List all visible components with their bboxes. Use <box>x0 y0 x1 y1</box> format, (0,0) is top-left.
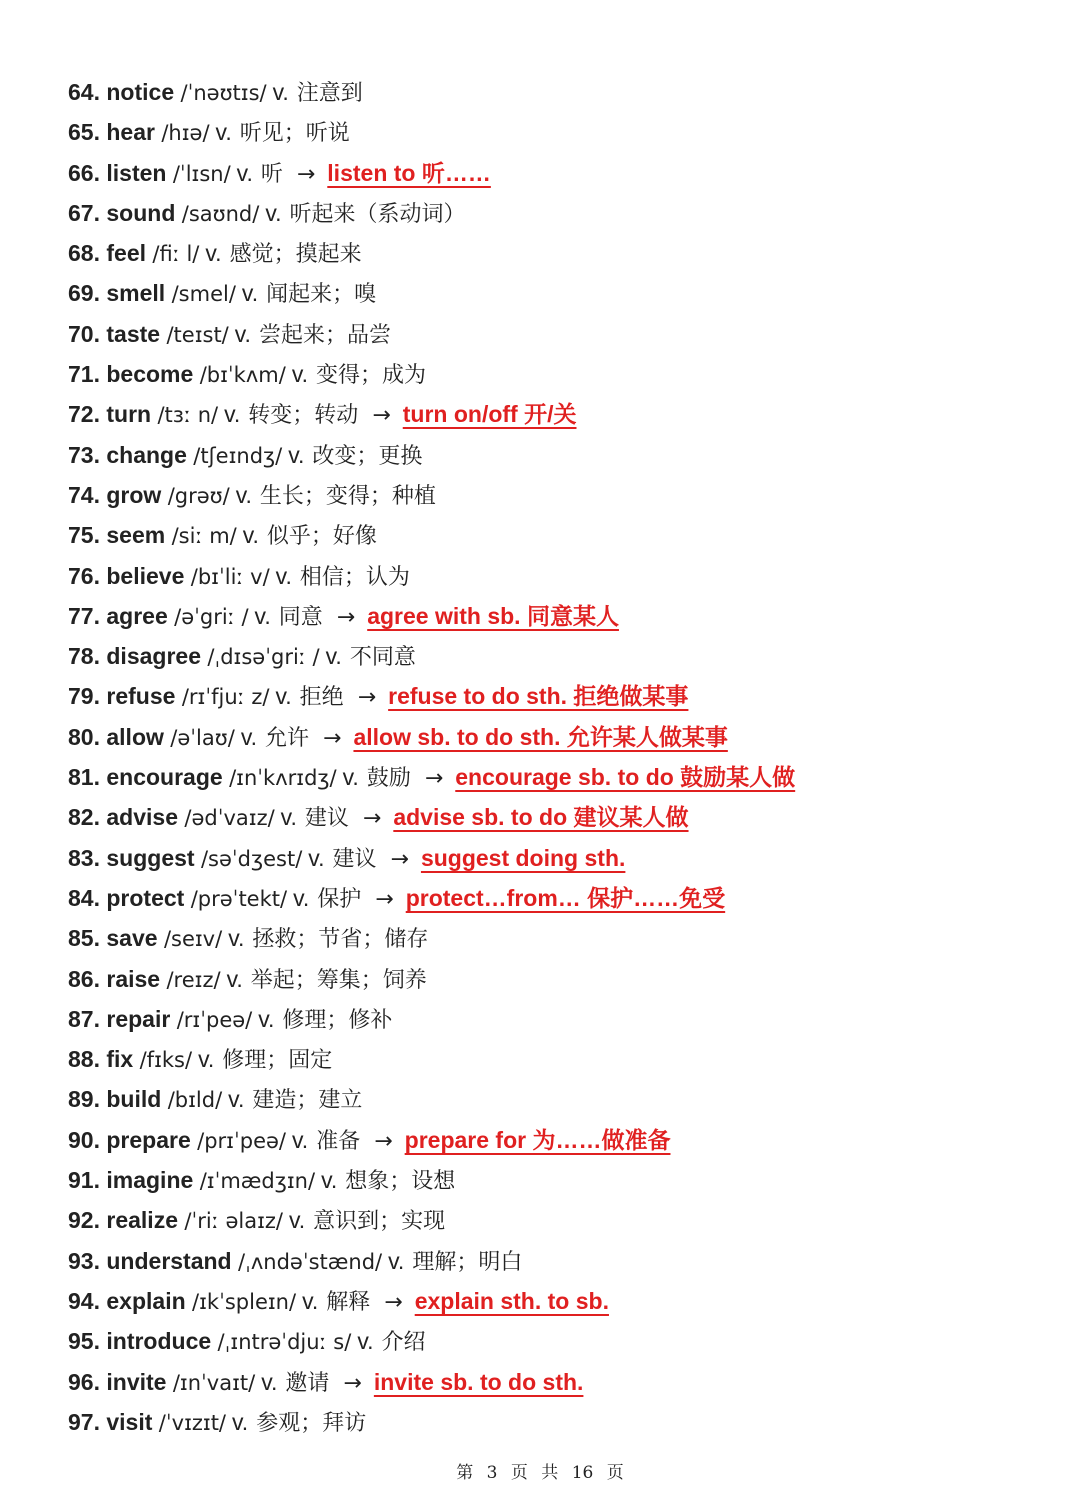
entry-part-of-speech: v. <box>228 925 245 952</box>
entry-phonetic: /siː m/ <box>171 524 237 549</box>
entry-part-of-speech: v. <box>261 1368 278 1395</box>
arrow-icon: → <box>357 685 377 711</box>
vocab-entry <box>68 1362 1058 1402</box>
entry-number: 92. <box>68 1207 100 1234</box>
entry-meaning: 想象；设想 <box>345 1169 456 1195</box>
entry-word: understand <box>106 1247 232 1274</box>
entry-meaning: 听 <box>260 161 283 187</box>
entry-meaning: 闻起来；嗅 <box>266 282 377 308</box>
vocab-entry <box>68 1281 1058 1321</box>
arrow-icon: → <box>384 1289 403 1315</box>
entry-phonetic: /saʊnd/ <box>181 201 260 226</box>
vocabulary-list <box>68 72 1058 1442</box>
entry-word: seem <box>106 522 166 549</box>
entry-phonetic: /ˈnəʊtɪs/ <box>180 81 267 105</box>
entry-part-of-speech: v. <box>325 643 342 670</box>
entry-meaning: 参观；拜访 <box>256 1410 367 1436</box>
entry-word: protect <box>106 884 185 911</box>
entry-number: 84. <box>68 884 100 911</box>
vocab-entry <box>68 112 1058 152</box>
vocab-entry <box>68 1402 1058 1442</box>
entry-meaning: 变得；成为 <box>316 363 427 389</box>
vocab-entry <box>68 394 1058 434</box>
vocab-entry <box>68 1160 1058 1200</box>
entry-word: prepare <box>106 1126 191 1153</box>
vocab-entry <box>68 273 1058 313</box>
arrow-icon: → <box>343 1370 362 1396</box>
entry-meaning: 鼓励 <box>366 766 411 792</box>
vocab-entry <box>68 676 1058 716</box>
entry-number: 76. <box>68 562 100 589</box>
vocab-entry <box>68 314 1058 354</box>
arrow-icon: → <box>374 1128 393 1154</box>
entry-part-of-speech: v. <box>241 280 259 307</box>
entry-number: 72. <box>68 401 100 428</box>
entry-meaning: 似乎；好像 <box>266 524 377 550</box>
entry-word: listen <box>106 159 167 186</box>
vocab-entry <box>68 515 1058 555</box>
entry-part-of-speech: v. <box>280 804 297 831</box>
entry-phrase: agree with sb. 同意某人 <box>367 602 619 629</box>
vocab-entry <box>68 1321 1058 1361</box>
entry-part-of-speech: v. <box>242 522 259 549</box>
entry-part-of-speech: v. <box>224 401 241 428</box>
entry-number: 75. <box>68 522 100 549</box>
entry-phrase: allow sb. to do sth. 允许某人做某事 <box>353 723 728 750</box>
entry-phonetic: /səˈdʒest/ <box>200 846 303 871</box>
entry-phonetic: /smel/ <box>171 282 236 307</box>
arrow-icon: → <box>375 886 394 912</box>
entry-phrase: protect…from… 保护……免受 <box>405 884 726 911</box>
entry-word: suggest <box>106 844 195 871</box>
entry-meaning: 不同意 <box>349 645 416 671</box>
entry-word: raise <box>106 965 161 992</box>
entry-phonetic: /ˌɪntrəˈdjuː s/ <box>217 1330 352 1355</box>
entry-meaning: 意识到；实现 <box>313 1209 446 1235</box>
entry-number: 68. <box>68 240 100 267</box>
entry-meaning: 介绍 <box>381 1330 426 1356</box>
entry-part-of-speech: v. <box>240 723 257 750</box>
entry-part-of-speech: v. <box>388 1247 405 1274</box>
entry-meaning: 改变；更换 <box>312 443 423 469</box>
entry-phrase: turn on/off 开/关 <box>402 401 577 428</box>
entry-part-of-speech: v. <box>215 119 232 146</box>
entry-phonetic: /əˈgriː / <box>174 604 249 629</box>
entry-number: 71. <box>68 361 100 388</box>
entry-word: feel <box>106 240 147 267</box>
vocab-entry <box>68 636 1058 676</box>
entry-phonetic: /reɪz/ <box>166 967 221 992</box>
entry-part-of-speech: v. <box>275 683 292 710</box>
entry-phonetic: /ɪnˈvaɪt/ <box>172 1370 256 1395</box>
vocab-entry <box>68 596 1058 636</box>
entry-meaning: 举起；筹集；饲养 <box>250 967 427 993</box>
entry-word: repair <box>106 1005 171 1032</box>
vocab-entry <box>68 153 1058 193</box>
entry-phonetic: /bɪˈkʌm/ <box>199 363 286 388</box>
entry-word: realize <box>106 1207 178 1234</box>
entry-word: encourage <box>106 764 223 791</box>
vocab-entry <box>68 918 1058 958</box>
entry-meaning: 保护 <box>317 886 362 912</box>
entry-word: introduce <box>106 1328 212 1355</box>
entry-part-of-speech: v. <box>232 1408 249 1435</box>
entry-part-of-speech: v. <box>291 361 308 388</box>
entry-phrase: listen to 听…… <box>327 159 491 186</box>
entry-word: refuse <box>106 683 176 710</box>
entry-phonetic: /seɪv/ <box>163 927 223 952</box>
entry-word: grow <box>106 481 162 508</box>
entry-phonetic: /ɪˈmædʒɪn/ <box>199 1169 316 1194</box>
entry-word: agree <box>106 602 168 629</box>
entry-part-of-speech: v. <box>254 602 271 629</box>
entry-phonetic: /teɪst/ <box>166 322 229 347</box>
vocab-entry <box>68 72 1058 112</box>
footer-total-pages: 16 <box>571 1463 594 1483</box>
entry-word: allow <box>106 723 164 750</box>
entry-phonetic: /rɪˈfjuː z/ <box>181 685 270 710</box>
entry-meaning: 注意到 <box>296 81 363 106</box>
vocab-entry <box>68 797 1058 837</box>
entry-part-of-speech: v. <box>265 199 282 226</box>
entry-phonetic: /tʃeɪndʒ/ <box>193 443 283 468</box>
entry-part-of-speech: v. <box>288 441 305 468</box>
arrow-icon: → <box>424 766 444 792</box>
vocab-entry <box>68 999 1058 1039</box>
entry-phonetic: /bɪˈliː v/ <box>190 564 270 589</box>
entry-phrase: refuse to do sth. 拒绝做某事 <box>388 683 689 710</box>
arrow-icon: → <box>296 161 316 187</box>
vocab-entry <box>68 878 1058 918</box>
entry-phonetic: /prəˈtekt/ <box>190 886 288 911</box>
entry-number: 93. <box>68 1247 100 1274</box>
footer-total-label: 共 <box>541 1463 559 1483</box>
entry-number: 80. <box>68 723 100 750</box>
entry-meaning: 理解；明白 <box>412 1249 523 1275</box>
page-footer <box>0 1458 1080 1483</box>
entry-phrase: suggest doing sth. <box>420 844 626 871</box>
entry-number: 86. <box>68 965 100 992</box>
entry-number: 69. <box>68 280 100 307</box>
vocab-entry <box>68 1079 1058 1119</box>
entry-meaning: 允许 <box>265 725 310 751</box>
entry-number: 74. <box>68 481 100 508</box>
entry-number: 79. <box>68 683 100 710</box>
vocab-entry <box>68 1241 1058 1281</box>
entry-word: save <box>106 925 158 952</box>
entry-phonetic: /rɪˈpeə/ <box>176 1007 253 1032</box>
entry-phrase: encourage sb. to do 鼓励某人做 <box>455 764 796 791</box>
entry-number: 65. <box>68 119 100 146</box>
entry-meaning: 建议 <box>332 846 377 872</box>
entry-phrase: invite sb. to do sth. <box>373 1368 584 1395</box>
entry-meaning: 准备 <box>316 1128 361 1154</box>
footer-page-number: 3 <box>486 1463 498 1483</box>
entry-meaning: 尝起来；品尝 <box>258 322 391 348</box>
vocab-entry <box>68 1039 1058 1079</box>
entry-word: smell <box>106 280 166 307</box>
arrow-icon: → <box>372 403 391 429</box>
entry-meaning: 同意 <box>278 604 323 630</box>
entry-number: 87. <box>68 1005 100 1032</box>
entry-word: turn <box>106 401 152 428</box>
entry-meaning: 邀请 <box>285 1370 330 1396</box>
entry-meaning: 解释 <box>326 1289 371 1315</box>
vocab-entry <box>68 1200 1058 1240</box>
vocab-entry <box>68 1120 1058 1160</box>
entry-word: change <box>106 441 187 468</box>
entry-phrase: advise sb. to do 建议某人做 <box>393 804 689 831</box>
entry-meaning: 感觉；摸起来 <box>229 242 362 268</box>
entry-part-of-speech: v. <box>292 1126 309 1153</box>
vocab-entry <box>68 354 1058 394</box>
entry-number: 94. <box>68 1287 100 1314</box>
entry-meaning: 建造；建立 <box>252 1088 363 1114</box>
entry-part-of-speech: v. <box>272 79 289 105</box>
entry-part-of-speech: v. <box>293 884 310 911</box>
entry-word: become <box>106 361 194 388</box>
entry-phonetic: /tɜː n/ <box>157 403 219 428</box>
vocab-entry <box>68 959 1058 999</box>
entry-phonetic: /bɪld/ <box>167 1088 223 1113</box>
entry-number: 96. <box>68 1368 100 1395</box>
entry-number: 66. <box>68 159 100 186</box>
entry-meaning: 拒绝 <box>299 685 344 711</box>
entry-number: 64. <box>68 79 100 105</box>
entry-number: 77. <box>68 602 100 629</box>
entry-part-of-speech: v. <box>275 562 292 589</box>
entry-part-of-speech: v. <box>205 240 222 267</box>
entry-meaning: 听见；听说 <box>239 121 350 147</box>
entry-phonetic: /fiː l/ <box>152 242 200 267</box>
entry-phonetic: /ˈriː əlaɪz/ <box>184 1209 283 1234</box>
entry-meaning: 转变；转动 <box>248 403 359 429</box>
arrow-icon: → <box>390 846 409 872</box>
arrow-icon: → <box>323 725 342 751</box>
entry-word: sound <box>106 199 176 226</box>
entry-number: 95. <box>68 1328 100 1355</box>
entry-part-of-speech: v. <box>228 1086 245 1113</box>
entry-phonetic: /ˈlɪsn/ <box>172 161 231 186</box>
entry-part-of-speech: v. <box>342 764 359 791</box>
entry-word: disagree <box>106 643 201 670</box>
entry-word: notice <box>106 79 175 105</box>
entry-part-of-speech: v. <box>198 1046 215 1073</box>
entry-meaning: 修理；固定 <box>222 1048 333 1074</box>
entry-number: 97. <box>68 1408 100 1435</box>
vocab-entry <box>68 556 1058 596</box>
entry-phonetic: /hɪə/ <box>161 121 210 146</box>
entry-part-of-speech: v. <box>357 1328 374 1355</box>
entry-number: 78. <box>68 643 100 670</box>
entry-word: visit <box>106 1408 153 1435</box>
entry-phonetic: /ɪkˈspleɪn/ <box>192 1289 297 1314</box>
entry-word: fix <box>106 1046 134 1073</box>
entry-meaning: 生长；变得；种植 <box>259 483 436 509</box>
entry-part-of-speech: v. <box>302 1287 319 1314</box>
vocab-entry <box>68 435 1058 475</box>
entry-part-of-speech: v. <box>288 1207 306 1234</box>
entry-phrase: explain sth. to sb. <box>414 1287 609 1314</box>
entry-word: imagine <box>106 1167 194 1194</box>
entry-number: 88. <box>68 1046 100 1073</box>
entry-word: advise <box>106 804 178 831</box>
entry-word: invite <box>106 1368 167 1395</box>
footer-page-unit: 页 <box>510 1463 528 1483</box>
entry-meaning: 听起来（系动词） <box>289 201 466 227</box>
entry-number: 90. <box>68 1126 100 1153</box>
entry-meaning: 修理；修补 <box>282 1007 393 1033</box>
entry-part-of-speech: v. <box>234 320 251 347</box>
entry-phonetic: /grəʊ/ <box>167 483 230 508</box>
vocab-entry <box>68 717 1058 757</box>
entry-word: hear <box>106 119 155 146</box>
entry-phrase: prepare for 为……做准备 <box>404 1126 671 1153</box>
entry-meaning: 拯救；节省；储存 <box>252 927 429 953</box>
entry-phonetic: /ˌʌndəˈstænd/ <box>238 1249 383 1274</box>
vocab-entry <box>68 233 1058 273</box>
entry-number: 83. <box>68 844 100 871</box>
entry-phonetic: /ˈvɪzɪt/ <box>158 1410 227 1435</box>
entry-number: 70. <box>68 320 100 347</box>
entry-meaning: 相信；认为 <box>299 564 410 590</box>
arrow-icon: → <box>336 604 356 630</box>
footer-total-unit: 页 <box>606 1463 624 1483</box>
entry-word: taste <box>106 320 161 347</box>
entry-word: explain <box>106 1287 186 1314</box>
entry-word: believe <box>106 562 185 589</box>
vocab-entry <box>68 838 1058 878</box>
entry-part-of-speech: v. <box>226 965 243 992</box>
entry-part-of-speech: v. <box>308 844 325 871</box>
entry-phonetic: /ɪnˈkʌrɪdʒ/ <box>229 766 337 791</box>
entry-number: 67. <box>68 199 100 226</box>
entry-number: 73. <box>68 441 100 468</box>
entry-phonetic: /ˌdɪsəˈgriː / <box>207 645 320 670</box>
entry-part-of-speech: v. <box>235 481 252 508</box>
entry-phonetic: /əˈlaʊ/ <box>170 725 235 750</box>
entry-word: build <box>106 1086 162 1113</box>
entry-number: 82. <box>68 804 100 831</box>
footer-page-label: 第 <box>456 1463 474 1483</box>
entry-number: 89. <box>68 1086 100 1113</box>
vocab-entry <box>68 757 1058 797</box>
entry-number: 91. <box>68 1167 100 1194</box>
entry-number: 85. <box>68 925 100 952</box>
entry-part-of-speech: v. <box>236 159 253 186</box>
entry-number: 81. <box>68 764 100 791</box>
entry-part-of-speech: v. <box>321 1167 338 1194</box>
vocab-entry <box>68 193 1058 233</box>
arrow-icon: → <box>362 806 382 832</box>
vocab-entry <box>68 475 1058 515</box>
entry-part-of-speech: v. <box>258 1005 275 1032</box>
entry-phonetic: /ədˈvaɪz/ <box>184 806 275 831</box>
entry-phonetic: /fɪks/ <box>139 1048 193 1073</box>
entry-meaning: 建议 <box>304 806 349 832</box>
entry-phonetic: /prɪˈpeə/ <box>197 1128 287 1153</box>
